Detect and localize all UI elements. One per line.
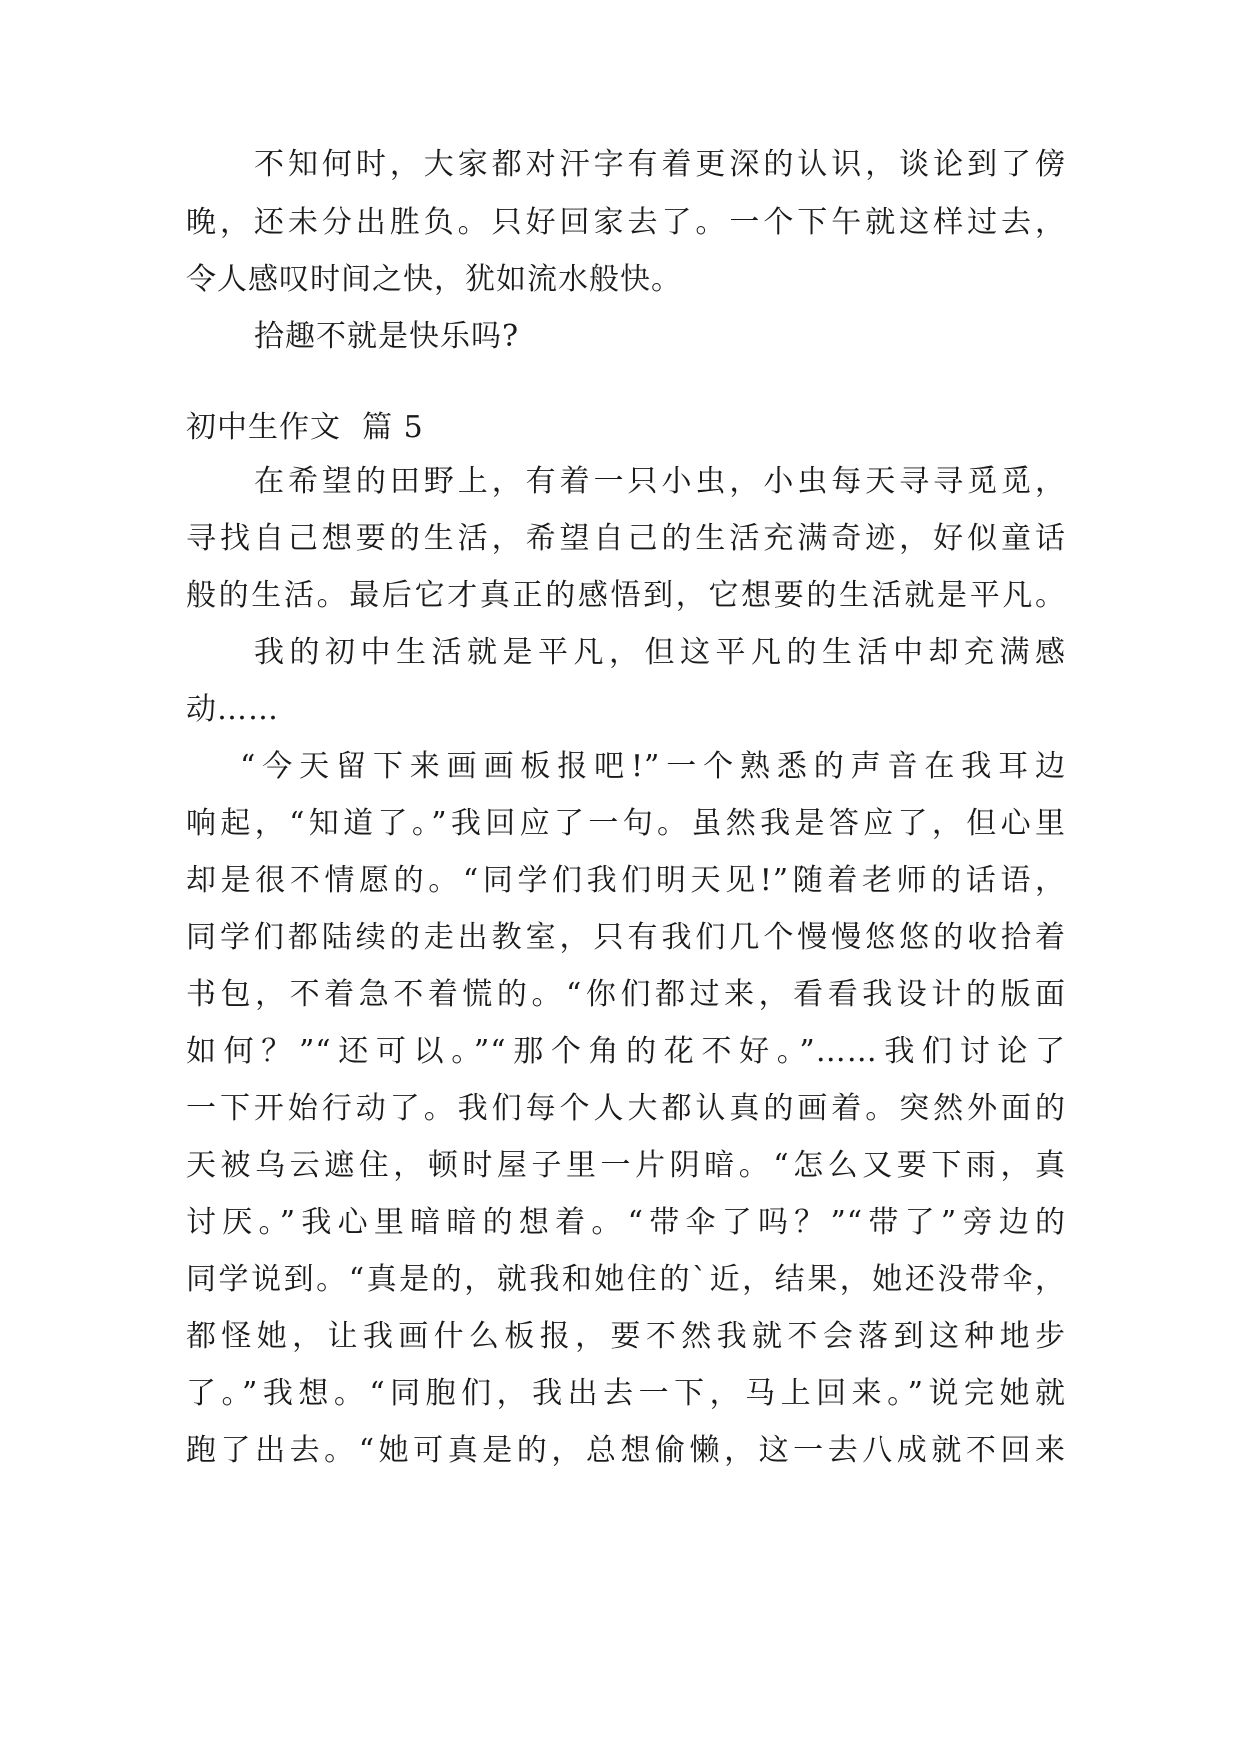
paragraph-line: 动……: [186, 692, 279, 727]
paragraph-line: 书包，不着急不着慌的。“你们都过来，看看我设计的版面: [186, 977, 1066, 1012]
paragraph-line: 晚，还未分出胜负。只好回家去了。一个下午就这样过去，: [186, 205, 1066, 240]
paragraph-line: 却是很不情愿的。“同学们我们明天见!”随着老师的话语，: [186, 863, 1066, 898]
paragraph-line: 了。”我想。“同胞们，我出去一下，马上回来。”说完她就: [186, 1376, 1066, 1411]
section-title: 初中生作文 篇 5: [186, 410, 424, 445]
paragraph-line: 讨厌。”我心里暗暗的想着。“带伞了吗？”“带了”旁边的: [186, 1205, 1066, 1240]
paragraph-line: 在希望的田野上，有着一只小虫，小虫每天寻寻觅觅，: [254, 464, 1066, 499]
paragraph-line: 寻找自己想要的生活，希望自己的生活充满奇迹，好似童话: [186, 521, 1066, 556]
paragraph-line: 般的生活。最后它才真正的感悟到，它想要的生活就是平凡。: [186, 578, 1066, 613]
paragraph-line: “今天留下来画画板报吧!”一个熟悉的声音在我耳边: [240, 749, 1066, 784]
paragraph-line: 跑了出去。“她可真是的，总想偷懒，这一去八成就不回来: [186, 1433, 1066, 1468]
paragraph-line: 我的初中生活就是平凡，但这平凡的生活中却充满感: [254, 635, 1066, 670]
paragraph-line: 令人感叹时间之快，犹如流水般快。: [186, 262, 682, 297]
paragraph-line: 响起，“知道了。”我回应了一句。虽然我是答应了，但心里: [186, 806, 1066, 841]
paragraph-line: 都怪她，让我画什么板报，要不然我就不会落到这种地步: [186, 1319, 1066, 1354]
closing-line: 拾趣不就是快乐吗?: [254, 319, 520, 354]
paragraph-line: 如何？”“还可以。”“那个角的花不好。”……我们讨论了: [186, 1034, 1066, 1069]
paragraph-line: 同学说到。“真是的，就我和她住的`近，结果，她还没带伞，: [186, 1262, 1066, 1297]
paragraph-line: 天被乌云遮住，顿时屋子里一片阴暗。“怎么又要下雨，真: [186, 1148, 1066, 1183]
paragraph-line: 不知何时，大家都对汗字有着更深的认识，谈论到了傍: [254, 147, 1066, 182]
paragraph-line: 一下开始行动了。我们每个人大都认真的画着。突然外面的: [186, 1091, 1066, 1126]
paragraph-line: 同学们都陆续的走出教室，只有我们几个慢慢悠悠的收拾着: [186, 920, 1066, 955]
